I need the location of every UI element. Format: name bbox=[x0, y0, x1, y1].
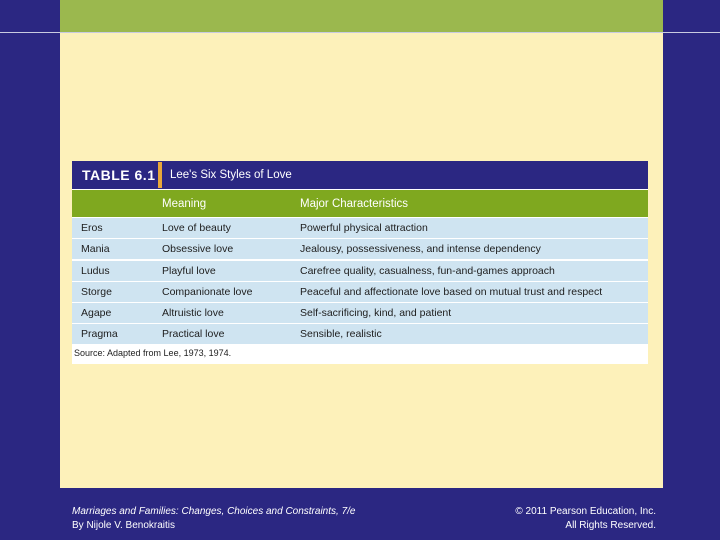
cell-characteristics: Carefree quality, casualness, fun-and-games approach bbox=[300, 264, 555, 277]
cell-characteristics: Peaceful and affectionate love based on mutual trust and respect bbox=[300, 285, 603, 298]
cell-meaning: Playful love bbox=[162, 264, 216, 277]
header-meaning: Meaning bbox=[162, 197, 207, 210]
copyright-text: © 2011 Pearson Education, Inc. bbox=[515, 506, 656, 517]
table-title-bar bbox=[72, 161, 648, 189]
table-header-row bbox=[72, 190, 648, 217]
cell-style: Ludus bbox=[81, 264, 110, 277]
cell-characteristics: Sensible, realistic bbox=[300, 328, 382, 341]
cell-style: Pragma bbox=[81, 328, 118, 341]
table-row bbox=[72, 324, 648, 344]
cell-meaning: Practical love bbox=[162, 328, 225, 341]
book-author: By Nijole V. Benokraitis bbox=[72, 520, 176, 531]
table-row bbox=[72, 303, 648, 323]
header-characteristics: Major Characteristics bbox=[300, 197, 408, 210]
cell-style: Agape bbox=[81, 306, 112, 319]
table-row bbox=[72, 261, 648, 281]
cell-style: Storge bbox=[81, 285, 112, 298]
cell-characteristics: Powerful physical attraction bbox=[300, 222, 428, 235]
top-divider-line bbox=[0, 32, 720, 33]
rights-text: All Rights Reserved. bbox=[565, 520, 656, 531]
table-caption: Lee's Six Styles of Love bbox=[170, 169, 292, 181]
cell-style: Mania bbox=[81, 243, 110, 256]
cell-meaning: Companionate love bbox=[162, 285, 253, 298]
footer-copyright bbox=[515, 505, 656, 533]
love-styles-table bbox=[72, 161, 648, 364]
cell-meaning: Love of beauty bbox=[162, 222, 231, 235]
top-accent-band bbox=[60, 0, 663, 32]
table-row bbox=[72, 282, 648, 302]
book-title: Marriages and Families: Changes, Choices and Constraints, 7/e bbox=[72, 506, 356, 517]
cell-characteristics: Jealousy, possessiveness, and intense dependency bbox=[300, 243, 541, 256]
table-row bbox=[72, 218, 648, 238]
cell-style: Eros bbox=[81, 222, 103, 235]
table-source-note: Source: Adapted from Lee, 1973, 1974. bbox=[72, 344, 648, 364]
cell-meaning: Obsessive love bbox=[162, 243, 234, 256]
cell-meaning: Altruistic love bbox=[162, 306, 224, 319]
title-separator bbox=[158, 162, 162, 188]
footer-citation bbox=[72, 505, 355, 533]
cell-characteristics: Self-sacrificing, kind, and patient bbox=[300, 306, 452, 319]
table-number: TABLE 6.1 bbox=[82, 167, 156, 183]
table-row bbox=[72, 239, 648, 259]
